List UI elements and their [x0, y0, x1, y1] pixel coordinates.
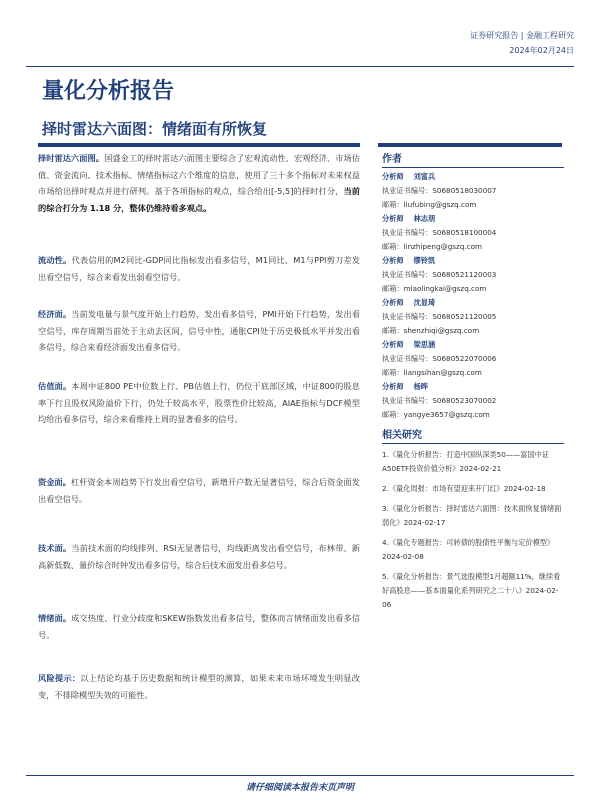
related-item[interactable]: 2.《量化周报：市场有望迎来开门红》2024-02-18: [382, 484, 546, 493]
sidebar: [382, 150, 564, 618]
cert-number: S0680521120003: [432, 270, 497, 279]
paragraph-text: 成交热度、行业分歧度和SKEW指数发出看多信号，整体而言情绪面发出看多信号。: [38, 613, 360, 640]
paragraph-valuation: [38, 378, 360, 428]
author-role: 分析师: [382, 382, 404, 391]
related-list: [382, 448, 564, 612]
author-list: [382, 170, 564, 422]
author-email[interactable]: linzhipeng@gszq.com: [403, 242, 483, 251]
email-label: 邮箱：: [382, 242, 404, 251]
cert-number: S0680523070002: [432, 396, 497, 405]
cert-number: S0680518100004: [432, 228, 497, 237]
cert-number: S0680521120005: [432, 312, 497, 321]
paragraph-emphasis: 当前的综合打分为 1.18 分，整体仍维持看多观点。: [38, 186, 360, 213]
related-item[interactable]: 5.《量化分析报告：景气选股模型1月超额11%，继续看好高股息——基本面量化系列研究之二十八》2024-02-06: [382, 572, 561, 609]
cert-label: 执业证书编号：: [382, 186, 433, 195]
cert-label: 执业证书编号：: [382, 312, 433, 321]
author-card: [382, 338, 564, 380]
paragraph-label: 经济面。: [38, 309, 72, 319]
paragraph-text: 国盛金工的择时雷达六面图主要综合了宏观流动性、宏观经济、市场估值、资金流向、技术指标、情绪指标这六个维度的信息，使用了三十多个指标对未来权益市场给出择时观点并进行研判。基于各项指标的观点，综合给出[-5,5]的择时打分，: [38, 153, 360, 196]
report-date: 2024年02月24日: [509, 46, 574, 55]
related-title: 相关研究: [382, 426, 564, 444]
cert-number: S0680522070006: [432, 354, 497, 363]
author-role: 分析师: [382, 340, 404, 349]
author-card: [382, 170, 564, 212]
cert-label: 执业证书编号：: [382, 396, 433, 405]
paragraph-label: 风险提示：: [38, 673, 81, 683]
paragraph-label: 估值面。: [38, 381, 72, 391]
author-email[interactable]: liufubing@gszq.com: [403, 200, 477, 209]
authors-title: 作者: [382, 150, 564, 168]
email-label: 邮箱：: [382, 368, 404, 377]
related-item[interactable]: 3.《量化分析报告：择时雷达六面图：技术面恢复情绪面弱化》2024-02-17: [382, 504, 562, 527]
paragraph-sentiment: [38, 610, 360, 643]
email-label: 邮箱：: [382, 326, 404, 335]
cert-label: 执业证书编号：: [382, 270, 433, 279]
paragraph-text: 以上结论均基于历史数据和统计模型的测算，如果未来市场环境发生明显改变，不排除模型失效的可能性。: [38, 673, 360, 700]
author-card: [382, 254, 564, 296]
author-email[interactable]: yangye3657@gszq.com: [403, 410, 490, 419]
paragraph-text: 代表信用的M2同比-GDP同比指标发出看多信号，M1同比、M1与PPI剪刀差发出看空信号，综合来看发出弱看空信号。: [38, 255, 360, 282]
paragraph-label: 择时雷达六面图。: [38, 153, 105, 163]
email-label: 邮箱：: [382, 410, 404, 419]
author-name: 缪铃凯: [413, 256, 436, 265]
author-name: 梁思涵: [413, 340, 436, 349]
paragraph-capital: [38, 474, 360, 507]
author-email[interactable]: liangsihan@gszq.com: [403, 368, 482, 377]
paragraph-radar: [38, 150, 360, 216]
author-name: 林志朋: [413, 214, 436, 223]
author-name: 杨晔: [413, 382, 428, 391]
paragraph-text: 杠杆资金本周趋势下行发出看空信号，新增开户数无显著信号，综合后资金面发出看空信号。: [38, 477, 360, 504]
author-name: 沈显琦: [413, 298, 436, 307]
related-item[interactable]: 4.《量化专题报告：可转债的股债性平衡与定价模型》2024-02-08: [382, 538, 555, 561]
author-card: [382, 380, 564, 422]
sidebar-rule: [378, 143, 562, 147]
footer-disclaimer: 请仔细阅读本报告末页声明: [245, 783, 354, 793]
cert-label: 执业证书编号：: [382, 354, 433, 363]
paragraph-text: 当前技术面的均线排列、RSI无显著信号，均线距离发出看空信号，布林带、新高新低数、量价综合时钟发出看多信号，综合后技术面发出看多信号。: [38, 543, 360, 570]
author-role: 分析师: [382, 256, 404, 265]
paragraph-label: 流动性。: [38, 255, 72, 265]
author-card: [382, 296, 564, 338]
author-card: [382, 212, 564, 254]
paragraph-text: 本周中证800 PE中位数上行、PB估值上行，仍位于底部区域，中证800的股息率下行且股权风险溢价下行，仍处于较高水平，股票性价比较高，AIAE指标与DCF模型均给出看多信号，综合来看维持上周的显著看多的信号。: [38, 381, 360, 424]
related-item[interactable]: 1.《量化分析报告：打造中国纵深类50——富国中证A50ETF投资价值分析》2024-02-21: [382, 450, 549, 473]
paragraph-label: 技术面。: [38, 543, 72, 553]
header-divider: [26, 66, 574, 67]
paragraph-economy: [38, 306, 360, 356]
email-label: 邮箱：: [382, 200, 404, 209]
author-email[interactable]: miaolingkai@gszq.com: [403, 284, 487, 293]
paragraph-text: 当前发电量与景气度开始上行趋势，发出看多信号，PMI开始下行趋势，发出看空信号，库存周期当前处于主动去区间，信号中性，通胀CPI处于历史极低水平并发出看多信号，综合来看经济面发出看多信号。: [38, 309, 360, 352]
author-email[interactable]: shenzhiqi@gszq.com: [403, 326, 480, 335]
author-name: 刘富兵: [413, 172, 436, 181]
paragraph-liquidity: [38, 252, 360, 285]
email-label: 邮箱：: [382, 284, 404, 293]
paragraph-technical: [38, 540, 360, 573]
report-category: 证券研究报告 | 金融工程研究: [470, 31, 574, 40]
page-title: 择时雷达六面图：情绪面有所恢复: [42, 120, 268, 138]
author-role: 分析师: [382, 298, 404, 307]
report-type: 量化分析报告: [42, 78, 175, 104]
report-header: [470, 28, 574, 58]
paragraph-risk: [38, 670, 360, 703]
footer-divider: [26, 775, 574, 776]
cert-label: 执业证书编号：: [382, 228, 433, 237]
title-rule: [38, 143, 360, 147]
paragraph-label: 情绪面。: [38, 613, 72, 623]
cert-number: S0680518030007: [432, 186, 497, 195]
author-role: 分析师: [382, 172, 404, 181]
author-role: 分析师: [382, 214, 404, 223]
paragraph-label: 资金面。: [38, 477, 72, 487]
